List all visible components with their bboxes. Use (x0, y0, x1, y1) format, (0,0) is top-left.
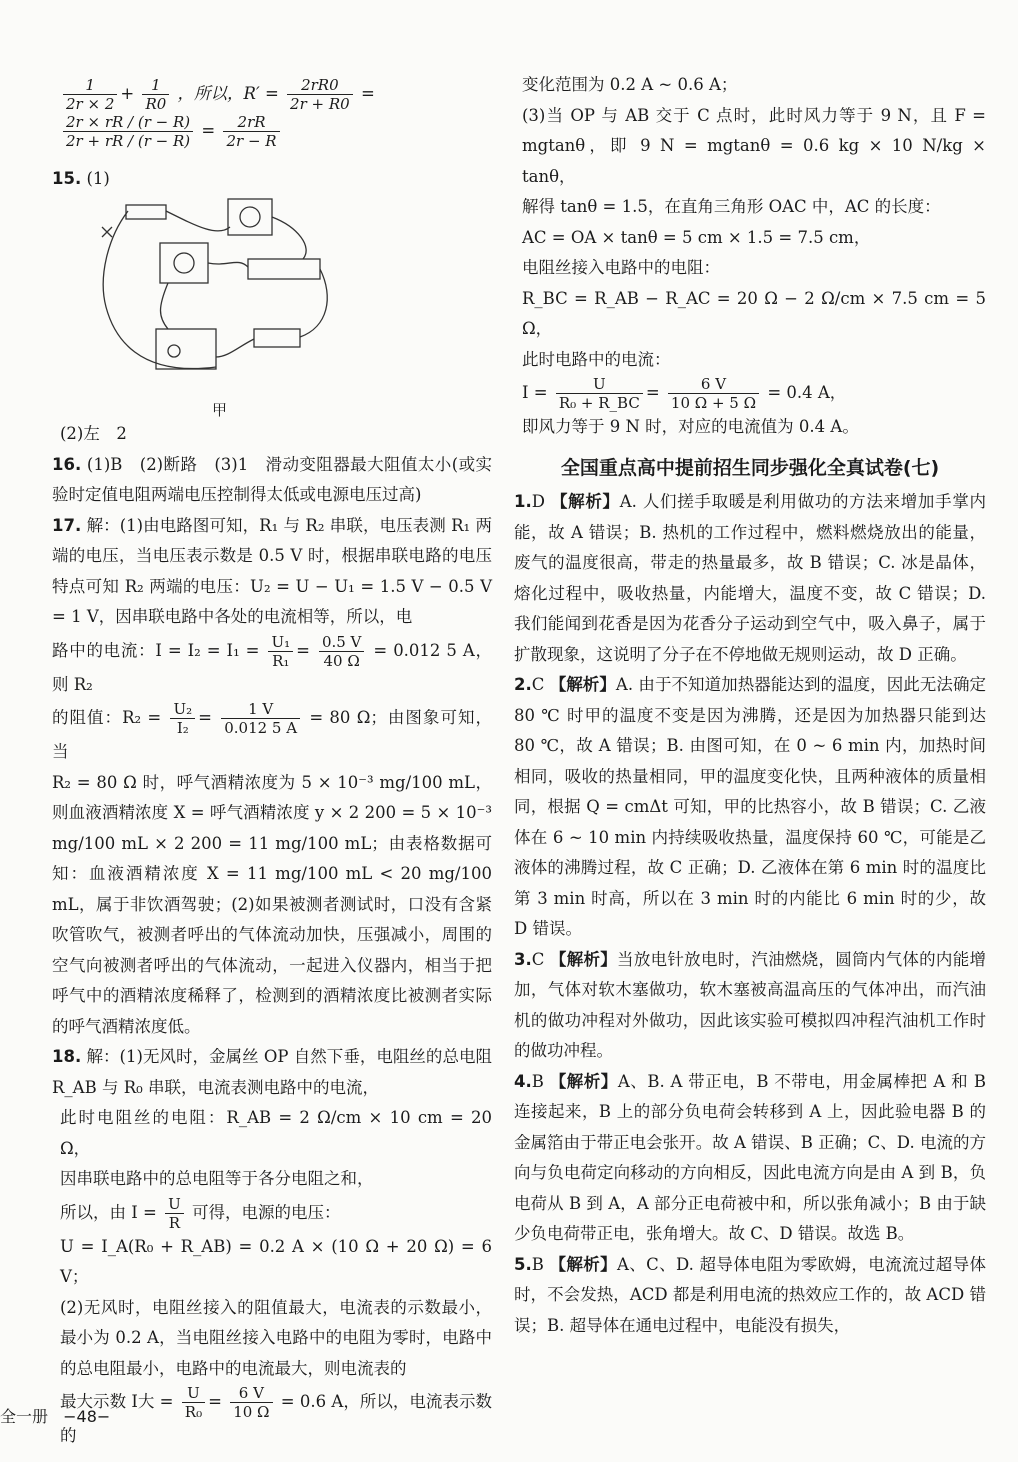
q15: 15. (1) (52, 169, 110, 188)
answer-5: 5.B 【解析】A、C、D. 超导体电阻为零欧姆，电流流过超导体时，不会发热，ACD 都是利用电流的热效应工作的，故 ACD 错误；B. 超导体在通电过程中，电能没有损失， (514, 1254, 987, 1335)
right-column: 变化范围为 0.2 A ~ 0.6 A； (3)当 OP 与 AB 交于 C 点时，此时风力等于 9 N，且 F = mgtanθ，即 9 N = mgtanθ = 0.6 kg × 10 N/kg × tanθ， 解得 tanθ = 1.5，在直角三角形 OAC 中，AC 的长度： AC = OA × tanθ = 5 cm × 1.5 = 7.5 cm， 电阻丝接入电路中的电阻： R_BC = R_AB − R_AC = 20 Ω − 2 Ω/cm × 7.5 cm = 5 Ω， 此时电路中的电流： I = $\frac{U}{\text{R₀ + R\_BC}}$ = $\frac{6 V}{10 \Omega + 5 \Omega}$ = 0.4 A， 即风力等于 9 N 时，对应的电流值为 0.4 A。 全国重点高中提前招生同步强化全真试卷(七) 1.D 【解析】A. 人们搓手取暖是利用做功的方法来增加手掌内能，故 A 错误；B. 热机的工作过程中，燃料燃烧放出的能量，废气的温度很高，带走的热量最多，故 B 错误；C. 冰是晶体，熔化过程中，吸收热量，内能增大，温度不变，故 C 错误；D. 我们能闻到花香是因为花香分子运动到空气中，吸入鼻子，属于扩散现象，这说明了分子在不停地做无规则运动，故 D 正确。 2.C 【解析】A. 由于不知道加热器能达到的温度，因此无法确定 80 ℃ 时甲的温度不变是因为沸腾，还是因为加热器只能到达 80 ℃，故 A 错误；B. 由图可知，在 0 ~ 6 min 内，加热时间相同，吸收的热量相同，甲的温度变化快，且两种液体的质量相同，根据 Q = cmΔt 可知，甲的比热容小，故 B 错误；C. 乙液体在 6 ~ 10 min 内持续吸收热量，温度保持 60 ℃，可能是乙液体的沸腾过程，故 C 正确；D. 乙液体在第 6 min 时的温度比第 3 min 时高，所以在 3 min 时的内能比 6 min 时的少，故 D 错误。 3.C 【解析】当放电针放电时，汽油燃烧，圆筒内气体的内能增加，气体对软木塞做功，软木塞被高温高压的气体冲出，而汽油机的做功冲程对外做功，因此该实验可模拟四冲程汽油机工作时的做功冲程。 4.B 【解析】A、B. A 带正电，B 不带电，用金属棒把 A 和 B 连接起来，B 上的部分负电荷会转移到 A 上，因此验电器 B 的金属箔由于带正电会张开。故 A 错误、B 正确；C、D. 电流的方向与负电荷定向移动的方向相反，因此电流方向是由 A 到 B，负电荷从 B 到 A，A 部分正电荷被中和，所以张角减小；B 由于缺少负电荷带正电，张角增大。故 C、D 错误。故选 B。 5.B 【解析】A、C、D. 超导体电阻为零欧姆，电流流过超导体时，不会发热，ACD 都是利用电流的热效应工作的，故 ACD 错误；B. 超导体在通电过程中，电能没有损失， (514, 70, 986, 1341)
left-column: $\frac{1}{2r \times 2}$ + $\frac{1}{R0}$ ，所以，R′ = $\frac{2rR0}{2r + R0}$ = $\frac{2r \times rR / (r - R)}{2r + rR / (r - R)}$ = $\frac{2rR}{2r - R}$ 15. (1) 甲 (2)左 2 16. (1)B (2)断路 (3)1 滑动变阻器最大阻值太小(或实验时定值电阻两端电压控制得太低或电源电压过高) 17. 解：(1)由电路图可知，R₁ 与 R₂ 串联，电压表测 R₁ 两端的电压，当电压表示数是 0.5 V 时，根据串联电路的电压特点可知 R₂ 两端的电压：U₂ = U − U₁ = 1.5 V − 0.5 V = 1 V，因串联电路中各处的电流相等，所以，电 路中的电流：I = I₂ = I₁ = $\frac{\text{U₁}}{\text{R₁}}$ = $\frac{0.5 V}{40 \Omega}$ = 0.012 5 A，则 R₂ 的阻值：R₂ = $\frac{\text{U₂}}{\text{I₂}}$ = $\frac{1 V}{0.012 5 A}$ = 80 Ω；由图象可知，当 R₂ = 80 Ω 时，呼气酒精浓度为 5 × 10⁻³ mg/100 mL，则血液酒精浓度 X = 呼气酒精浓度 y × 2 200 = 5 × 10⁻³ mg/100 mL × 2 200 = 11 mg/100 mL；由表格数据可知：血液酒精浓度 X = 11 mg/100 mL < 20 mg/100 mL，属于非饮酒驾驶；(2)如果被测者测试时，口没有含紧吹管吹气，被测者呼出的气体流动加快，压强减小，周围的空气向被测者呼出的气体流动，一起进入仪器内，相当于把呼气中的酒精浓度稀释了，检测到的酒精浓度比被测者实际的呼气酒精浓度低。 18. 解：(1)无风时，金属丝 OP 自然下垂，电阻丝的总电阻 R_AB 与 R₀ 串联，电流表测电路中的电流， 此时电阻丝的电阻：R_AB = 2 Ω/cm × 10 cm = 20 Ω， 因串联电路中的总电阻等于各分电阻之和， 所以，由 I = $\frac{U}{R}$ 可得，电源的电压： U = I_A(R₀ + R_AB) = 0.2 A × (10 Ω + 20 Ω) = 6 V； (2)无风时，电阻丝接入的阻值最大，电流表的示数最小，最小为 0.2 A，当电阻丝接入电路中的电阻为零时，电路中的总电阻最小，电路中的电流最大，则电流表的 最大示数 I大 = $\frac{U}{\text{R₀}}$ = $\frac{6 V}{10 \Omega}$ = 0.6 A，所以，电流表示数的 (52, 70, 492, 1452)
answer-3: 3.C 【解析】当放电针放电时，汽油燃烧，圆筒内气体的内能增加，气体对软木塞做功，软木塞被高温高压的气体冲出，而汽油机的做功冲程对外做功，因此该实验可模拟四冲程汽油机工作时的做功冲程。 (514, 949, 987, 1060)
q16: 16. (1)B (2)断路 (3)1 滑动变阻器最大阻值太小(或实验时定值电阻两端电压控制得太低或电源电压过高) (52, 454, 492, 504)
formula-r-prime: $\frac{1}{2r \times 2}$ + $\frac{1}{R0}$ ，所以，R′ = $\frac{2rR0}{2r + R0}$ = $\frac{2r \times rR / (r - R)}{2r + rR / (r - R)}$ = $\frac{2rR}{2r - R}$ (60, 76, 492, 150)
q17-current-line: 路中的电流：I = I₂ = I₁ = $\frac{\text{U₁}}{\text{R₁}}$ = $\frac{0.5 V}{40 \Omega}$ = 0.012 5 A，则 R₂ (52, 632, 493, 694)
switch (254, 329, 300, 347)
q18-max-current: 最大示数 I大 = $\frac{U}{\text{R₀}}$ = $\frac{6 V}{10 \Omega}$ = 0.6 A，所以，电流表示数的 (60, 1384, 492, 1445)
rheostat (248, 259, 320, 279)
q18-ohms-law: 所以，由 I = $\frac{U}{R}$ 可得，电源的电压： (60, 1194, 341, 1232)
power-supply (156, 329, 216, 369)
answer-4: 4.B 【解析】A、B. A 带正电，B 不带电，用金属棒把 A 和 B 连接起来，B 上的部分负电荷会转移到 A 上，因此验电器 B 的金属箔由于带正电会张开。故 A 错误、B 正确；C、D. 电流的方向与负电荷定向移动的方向相反，因此电流方向是由 A 到 B，负电荷从 B 到 A，A 部分正电荷被中和，所以张角减小；B 由于缺少负电荷带正电，张角增大。故 C、D 错误。故选 B。 (514, 1071, 987, 1243)
q18: 18. 解：(1)无风时，金属丝 OP 自然下垂，电阻丝的总电阻 R_AB 与 R₀ 串联，电流表测电路中的电流， (52, 1047, 493, 1097)
current-formula: I = $\frac{U}{\text{R₀ + R\_BC}}$ = $\frac{6 V}{10 \Omega + 5 \Omega}$ = 0.4 A， (522, 375, 847, 412)
voltmeter (228, 199, 272, 235)
page-number: −48− (63, 1407, 111, 1426)
q17-conclusion: R₂ = 80 Ω 时，呼气酒精浓度为 5 × 10⁻³ mg/100 mL，则血液酒精浓度 X = 呼气酒精浓度 y × 2 200 = 5 × 10⁻³ mg/100 mL × 2 200 = 11 mg/100 mL；由表格数据可知：血液酒精浓度 X = 11 mg/100 mL < 20 mg/100 mL，属于非饮酒驾驶；(2)如果被测者测试时，口没有含紧吹管吹气，被测者呼出的气体流动加快，压强减小，周围的空气向被测者呼出的气体流动，一起进入仪器内，相当于把呼气中的酒精浓度稀释了，检测到的酒精浓度比被测者实际的呼气酒精浓度低。 (52, 772, 492, 1036)
q17: 17. 解：(1)由电路图可知，R₁ 与 R₂ 串联，电压表测 R₁ 两端的电压，当电压表示数是 0.5 V 时，根据串联电路的电压特点可知 R₂ 两端的电压：U₂ = U − U₁ = 1.5 V − 0.5 V = 1 V，因串联电路中各处的电流相等，所以，电 (52, 515, 492, 626)
circuit-diagram (98, 197, 338, 387)
answer-1: 1.D 【解析】A. 人们搓手取暖是利用做功的方法来增加手掌内能，故 A 错误；B. 热机的工作过程中，燃料燃烧放出的能量，废气的温度很高，带走的热量最多，故 B 错误；C. 冰是晶体，熔化过程中，吸收热量，内能增大，温度不变，故 C 错误；D. 我们能闻到花香是因为花香分子运动到空气中，吸入鼻子，属于扩散现象，这说明了分子在不停地做无规则运动，故 D 正确。 (514, 492, 987, 664)
page-footer: 全一册 −48− (0, 1407, 111, 1426)
battery (126, 205, 166, 219)
section-title: 全国重点高中提前招生同步强化全真试卷(七) (560, 456, 940, 479)
ammeter (160, 243, 208, 283)
q17-resistance-line: 的阻值：R₂ = $\frac{\text{U₂}}{\text{I₂}}$ = $\frac{1 V}{0.012 5 A}$ = 80 Ω；由图象可知，当 (52, 700, 492, 761)
answer-2: 2.C 【解析】A. 由于不知道加热器能达到的温度，因此无法确定 80 ℃ 时甲的温度不变是因为沸腾，还是因为加热器只能到达 80 ℃，故 A 错误；B. 由图可知，在 0 ~ 6 min 内，加热时间相同，吸收的热量相同，甲的温度变化快，且两种液体的质量相同，根据 Q = cmΔt 可知，甲的比热容小，故 B 错误；C. 乙液体在 6 ~ 10 min 内持续吸收热量，温度保持 60 ℃，可能是乙液体的沸腾过程，故 C 正确；D. 乙液体在第 6 min 时的温度比第 3 min 时高，所以在 3 min 时的内能比 6 min 时的少，故 D 错误。 (514, 675, 987, 938)
